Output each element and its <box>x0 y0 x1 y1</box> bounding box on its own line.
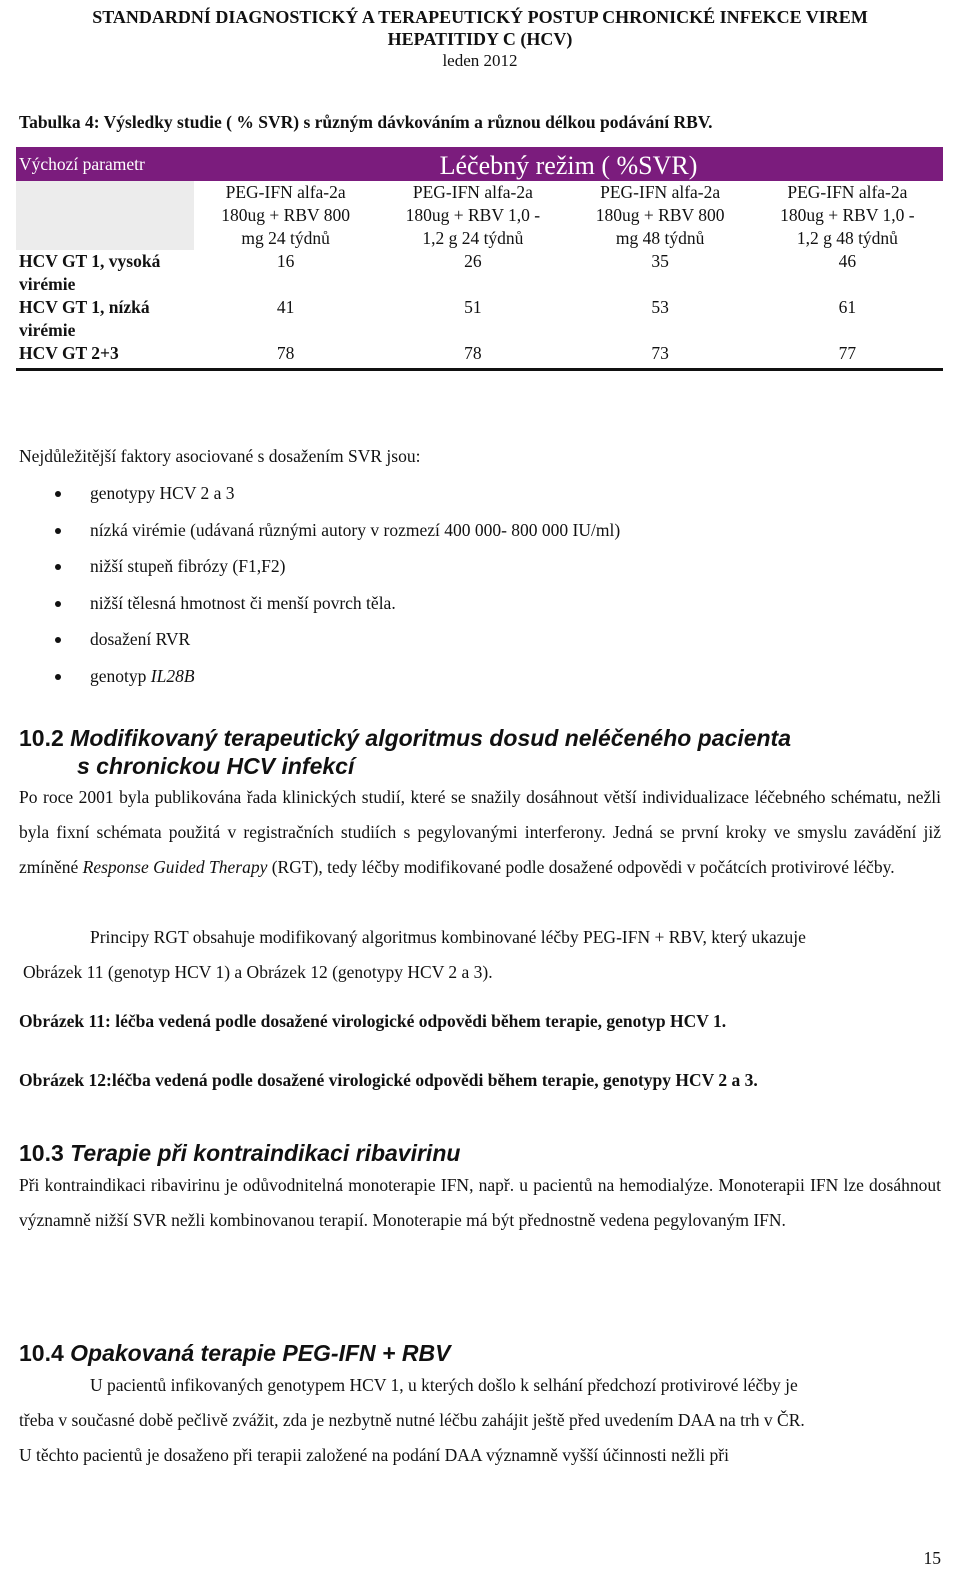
section-10-2-paragraph-2: Principy RGT obsahuje modifikovaný algoritmus kombinované léčby PEG-IFN + RBV, který ukazuje <box>90 927 806 947</box>
column-header-line: PEG-IFN alfa-2a <box>600 182 721 202</box>
column-header-line: 180ug + RBV 1,0 - <box>780 205 915 225</box>
section-title: Opakovaná terapie PEG-IFN + RBV <box>70 1340 451 1366</box>
paragraph-italic: Response Guided Therapy <box>82 857 268 877</box>
bullet-icon <box>55 637 61 643</box>
column-header <box>194 181 377 250</box>
table-cell: 41 <box>276 297 295 317</box>
bullet-icon <box>55 564 61 570</box>
table-cell: 61 <box>838 297 857 317</box>
bullet-icon <box>55 528 61 534</box>
list-item <box>38 626 620 663</box>
column-header-line: mg 24 týdnů <box>241 228 330 248</box>
table-row <box>16 342 943 370</box>
figure-12-caption: Obrázek 12:léčba vedená podle dosažené virologické odpovědi během terapie, genotypy HCV 2 a 3. <box>19 1070 758 1090</box>
column-header <box>377 181 568 250</box>
list-item-text: dosažení RVR <box>90 629 191 650</box>
section-10-4-line2: třeba v současné době pečlivě zvážit, zda je nezbytně nutné léčbu zahájit ještě před uvedením DAA na trh v ČR. <box>19 1410 805 1430</box>
row-label: HCV GT 1, nízká virémie <box>19 297 150 340</box>
column-header-line: 180ug + RBV 800 <box>595 205 725 225</box>
paragraph-text: (RGT), tedy léčby modifikované podle dosažené odpovědi v počátcích protivirové léčby. <box>267 857 895 877</box>
list-item-text: genotyp <box>90 665 151 686</box>
table-cell: 53 <box>651 297 669 317</box>
section-number: 10.2 <box>19 725 64 751</box>
row-label: HCV GT 2+3 <box>16 342 194 370</box>
column-header-line: 180ug + RBV 1,0 - <box>405 205 541 225</box>
section-10-2-paragraph <box>19 780 941 885</box>
list-item-text: genotypy HCV 2 a 3 <box>90 483 235 503</box>
bullet-icon <box>55 601 61 607</box>
table-cell: 77 <box>752 342 943 370</box>
table-cell: 26 <box>464 251 482 271</box>
column-header-line: 180ug + RBV 800 <box>221 205 350 225</box>
list-item <box>38 553 620 590</box>
column-header <box>568 181 751 250</box>
section-10-4-line1: U pacientů infikovaných genotypem HCV 1, u kterých došlo k selhání předchozí protivirové léčby je <box>90 1375 798 1395</box>
column-header-line: 1,2 g 24 týdnů <box>422 228 524 248</box>
column-header-line: 1,2 g 48 týdnů <box>796 228 898 248</box>
list-item <box>38 663 620 700</box>
list-item <box>38 590 620 627</box>
section-title: Terapie při kontraindikaci ribavirinu <box>70 1140 461 1166</box>
column-header <box>752 181 943 250</box>
section-10-3-heading <box>19 1139 460 1167</box>
list-item-text: nízká virémie (udávaná různými autory v rozmezí 400 000- 800 000 IU/ml) <box>90 519 621 540</box>
section-10-4-line3: U těchto pacientů je dosaženo při terapii založené na podání DAA významně vyšší účinnosti nežli při <box>19 1445 729 1465</box>
table-cell: 73 <box>568 342 751 370</box>
paragraph-text: Po roce 2001 byla publikována řada klinických studií, které se snažily dosáhnout větší individualizace léčebného schématu, nežli byla fixní schémata použitá v registračních studiích s pegylovanými interferony. Jedná se první kroky ve smyslu zavádění již zmíněné <box>19 787 941 877</box>
section-10-3-paragraph: Při kontraindikaci ribavirinu je odůvodnitelná monoterapie IFN, např. u pacientů na hemodialýze. Monoterapii IFN lze dosáhnout významně nižší SVR nežli kombinovanou terapií. Monoterapie má být přednostně vedena pegylovaným IFN. <box>19 1175 941 1230</box>
document-header <box>0 6 960 72</box>
section-10-2-heading <box>19 724 791 780</box>
factors-list <box>38 480 620 700</box>
blank-header-cell <box>16 181 194 250</box>
header-date: leden 2012 <box>442 51 518 70</box>
regime-header: Léčebný režim ( %SVR) <box>194 147 943 181</box>
list-item <box>38 480 620 517</box>
section-number: 10.4 <box>19 1340 64 1366</box>
section-number: 10.3 <box>19 1140 64 1166</box>
column-header-line: PEG-IFN alfa-2a <box>412 182 533 202</box>
list-item-text: nižší stupeň fibrózy (F1,F2) <box>90 556 286 577</box>
section-title: Modifikovaný terapeutický algoritmus dosud neléčeného pacienta <box>70 725 791 751</box>
section-10-4-heading <box>19 1339 450 1367</box>
row-label: HCV GT 1, vysoká virémie <box>19 251 161 294</box>
list-item <box>38 517 620 554</box>
bullet-icon <box>55 674 61 680</box>
table-cell: 51 <box>464 297 482 317</box>
figure-11-caption: Obrázek 11: léčba vedená podle dosažené virologické odpovědi během terapie, genotyp HCV 1. <box>19 1011 727 1031</box>
factors-intro: Nejdůležitější faktory asociované s dosažením SVR jsou: <box>19 446 421 466</box>
page-number: 15 <box>923 1548 941 1568</box>
column-header-line: PEG-IFN alfa-2a <box>225 182 346 202</box>
bullet-icon <box>55 491 61 497</box>
table-cell: 16 <box>276 251 295 271</box>
list-item-text: nižší tělesná hmotnost či menší povrch těla. <box>90 592 396 613</box>
table-row <box>16 250 943 296</box>
column-header-line: mg 48 týdnů <box>615 228 705 248</box>
results-table <box>16 147 943 371</box>
column-header-line: PEG-IFN alfa-2a <box>787 182 908 202</box>
table-cell: 46 <box>838 251 857 271</box>
section-10-2-paragraph-2-line2: Obrázek 11 (genotyp HCV 1) a Obrázek 12 (genotypy HCV 2 a 3). <box>23 962 493 982</box>
header-title-line1: STANDARDNÍ DIAGNOSTICKÝ A TERAPEUTICKÝ POSTUP CHRONICKÉ INFEKCE VIREM <box>92 7 868 27</box>
table-cell: 78 <box>377 342 568 370</box>
table-cell: 35 <box>651 251 669 271</box>
header-title-line2: HEPATITIDY C (HCV) <box>387 29 573 49</box>
table-caption: Tabulka 4: Výsledky studie ( % SVR) s různým dávkováním a různou délkou podávání RBV. <box>19 112 713 132</box>
param-header: Výchozí parametr <box>16 147 194 181</box>
section-title-line2: s chronickou HCV infekcí <box>77 753 355 779</box>
gene-name: IL28B <box>150 665 195 686</box>
table-cell: 78 <box>194 342 377 370</box>
table-row <box>16 296 943 342</box>
